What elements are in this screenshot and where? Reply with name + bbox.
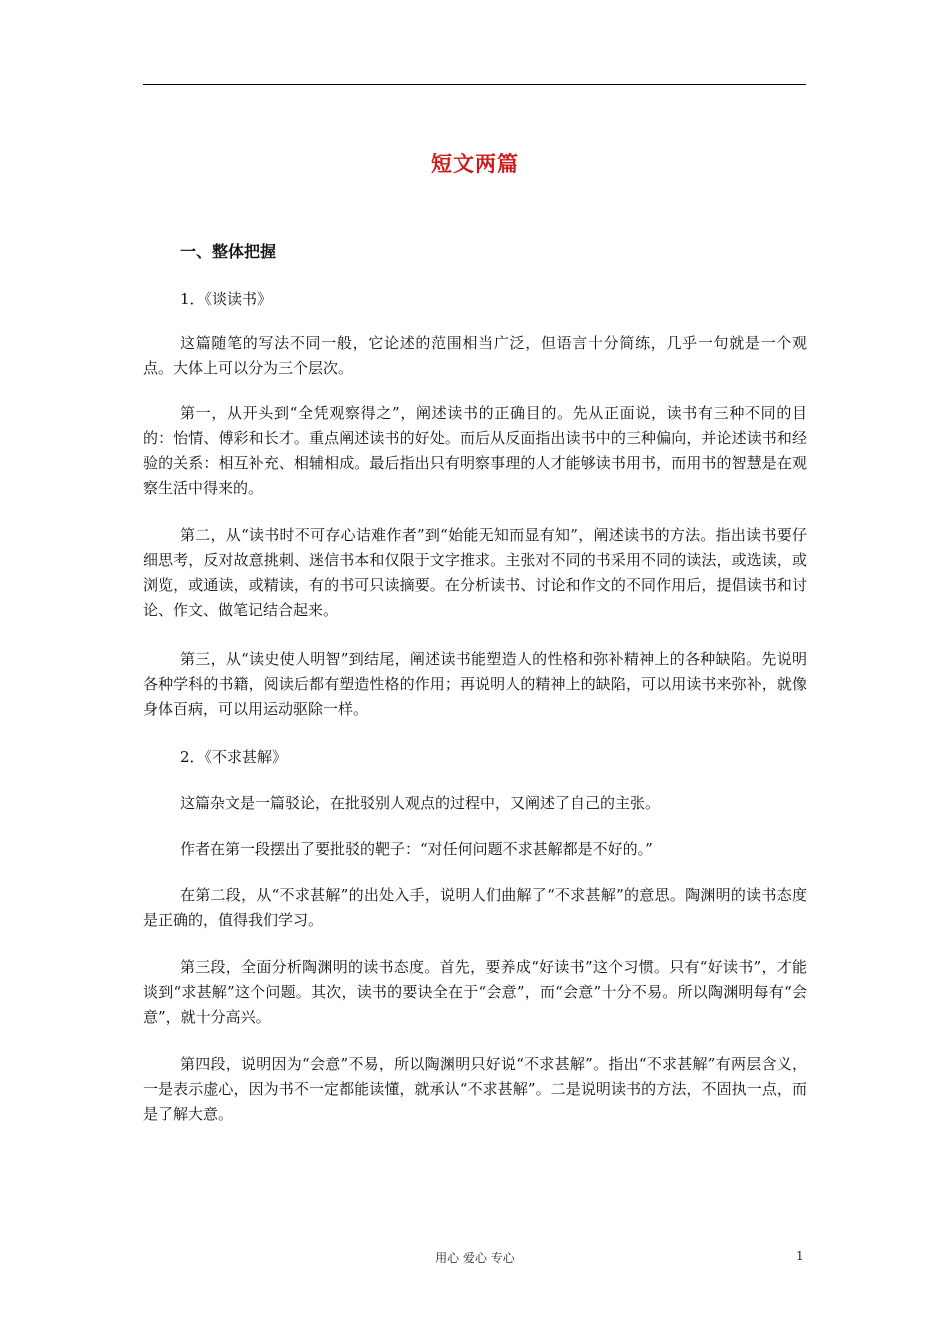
- paragraph-intro-tan-du-shu: 这篇随笔的写法不同一般，它论述的范围相当广泛，但语言十分简练，几乎一句就是一个观点。大体上可以分为三个层次。: [143, 334, 807, 377]
- paragraph-layer-three: 第三，从“读史使人明智”到结尾，阐述读书能塑造人的性格和弥补精神上的各种缺陷。先说明各种学科的书籍，阅读后都有塑造性格的作用；再说明人的精神上的缺陷，可以用读书来弥补，就像身体百病，可以用运动驱除一样。: [143, 650, 807, 718]
- footer-text: 用心 爱心 专心: [435, 1251, 515, 1265]
- paragraph-fourth-section: 第四段，说明因为“会意”不易，所以陶渊明只好说“不求甚解”。指出“不求甚解”有两层含义，一是表示虚心，因为书不一定都能读懂，就承认“不求甚解”。二是说明读书的方法，不固执一点，而是了解大意。: [143, 1055, 807, 1123]
- subheading-bu-qiu-shen-jie: 2．《不求甚解》: [180, 748, 288, 766]
- page-number: 1: [796, 1249, 804, 1263]
- paragraph-first-section: 作者在第一段摆出了要批驳的靶子：“对任何问题不求甚解都是不好的。”: [180, 840, 653, 858]
- paragraph-third-section: 第三段，全面分析陶渊明的读书态度。首先，要养成“好读书”这个习惯。只有“好读书”，才能谈到“求甚解”这个问题。其次，读书的要诀全在于“会意”，而“会意”十分不易。所以陶渊明每有“会意”，就十分高兴。: [143, 958, 807, 1026]
- section-heading: 一、整体把握: [180, 242, 277, 261]
- subheading-tan-du-shu: 1．《谈读书》: [180, 290, 273, 308]
- paragraph-intro-bu-qiu-shen-jie: 这篇杂文是一篇驳论，在批驳别人观点的过程中，又阐述了自己的主张。: [180, 794, 661, 812]
- document-title: 短文两篇: [431, 152, 519, 176]
- paragraph-second-section: 在第二段，从“不求甚解”的出处入手，说明人们曲解了“不求甚解”的意思。陶渊明的读书态度是正确的，值得我们学习。: [143, 886, 807, 929]
- header-rule: [143, 84, 806, 85]
- paragraph-layer-one: 第一，从开头到“全凭观察得之”，阐述读书的正确目的。先从正面说，读书有三种不同的目的：怡情、傅彩和长才。重点阐述读书的好处。而后从反面指出读书中的三种偏向，并论述读书和经验的关系：相互补充、相辅相成。最后指出只有明察事理的人才能够读书用书，而用书的智慧是在观察生活中得来的。: [143, 404, 807, 497]
- paragraph-layer-two: 第二，从“读书时不可存心诘难作者”到“始能无知而显有知”，阐述读书的方法。指出读书要仔细思考，反对故意挑刺、迷信书本和仅限于文字推求。主张对不同的书采用不同的读法，或选读，或浏览，或通读，或精读，有的书可只读摘要。在分析读书、讨论和作文的不同作用后，提倡读书和讨论、作文、做笔记结合起来。: [143, 526, 807, 619]
